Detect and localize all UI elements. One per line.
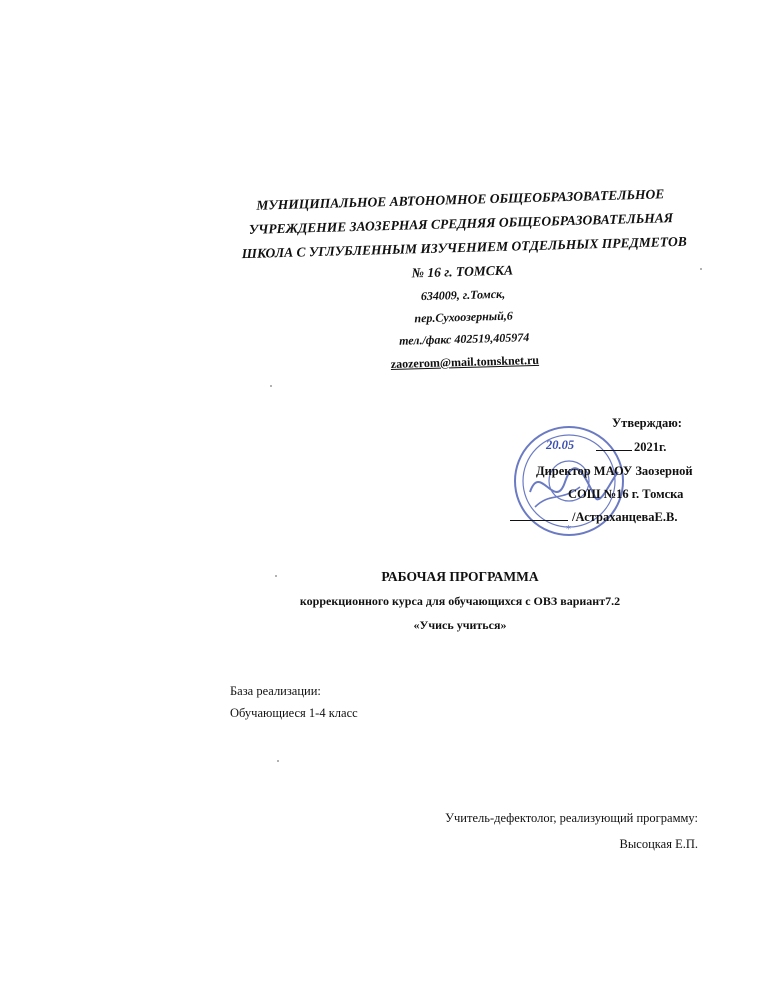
school-name-line-3: ШКОЛА С УГЛУБЛЕННЫМ ИЗУЧЕНИЕМ ОТДЕЛЬНЫХ ПРЕДМЕТОВ [241, 233, 687, 262]
program-block [250, 565, 670, 637]
scan-speck [277, 760, 279, 762]
approval-block [500, 412, 750, 542]
school-name-line-4: № 16 г. ТОМСКА [411, 262, 514, 281]
teacher-role: Учитель-дефектолог, реализующий программу: [445, 811, 698, 825]
program-name: «Учись учиться» [413, 618, 507, 632]
school-street: пер.Сухоозерный,6 [414, 308, 513, 326]
teacher-block [445, 805, 698, 857]
base-value: Обучающиеся 1-4 класс [230, 706, 358, 720]
program-title: РАБОЧАЯ ПРОГРАММА [381, 569, 539, 584]
approval-position: Директор МАОУ Заозерной [536, 464, 693, 478]
approval-school: СОШ №16 г. Томска [568, 487, 684, 501]
school-header [240, 182, 685, 380]
program-subtitle: коррекционного курса для обучающихся с ОВЗ вариант7.2 [299, 594, 621, 608]
approval-date-handwritten: 20.05 [546, 438, 575, 452]
scan-speck [275, 575, 277, 577]
approval-name: /АстраханцеваЕ.В. [572, 510, 678, 524]
school-postcode: 634009, г.Томск, [420, 286, 506, 304]
school-name-line-1: МУНИЦИПАЛЬНОЕ АВТОНОМНОЕ ОБЩЕОБРАЗОВАТЕЛЬНОЕ [256, 186, 665, 213]
scan-speck [700, 268, 702, 270]
approval-heading: Утверждаю: [612, 416, 682, 430]
approval-year: 2021г. [634, 440, 667, 454]
scan-speck [270, 385, 272, 387]
svg-text:*: * [566, 524, 571, 535]
teacher-name: Высоцкая Е.П. [619, 837, 698, 851]
school-email-link[interactable]: zaozerom@mail.tomsknet.ru [390, 352, 540, 371]
school-phone: тел./факс 402519,405974 [398, 330, 530, 348]
approval-date-line [596, 450, 632, 451]
school-name-line-2: УЧРЕЖДЕНИЕ ЗАОЗЕРНАЯ СРЕДНЯЯ ОБЩЕОБРАЗОВАТЕЛЬНАЯ [248, 210, 674, 237]
signature-line [510, 520, 568, 521]
base-label: База реализации: [230, 684, 321, 698]
base-block [230, 680, 358, 724]
